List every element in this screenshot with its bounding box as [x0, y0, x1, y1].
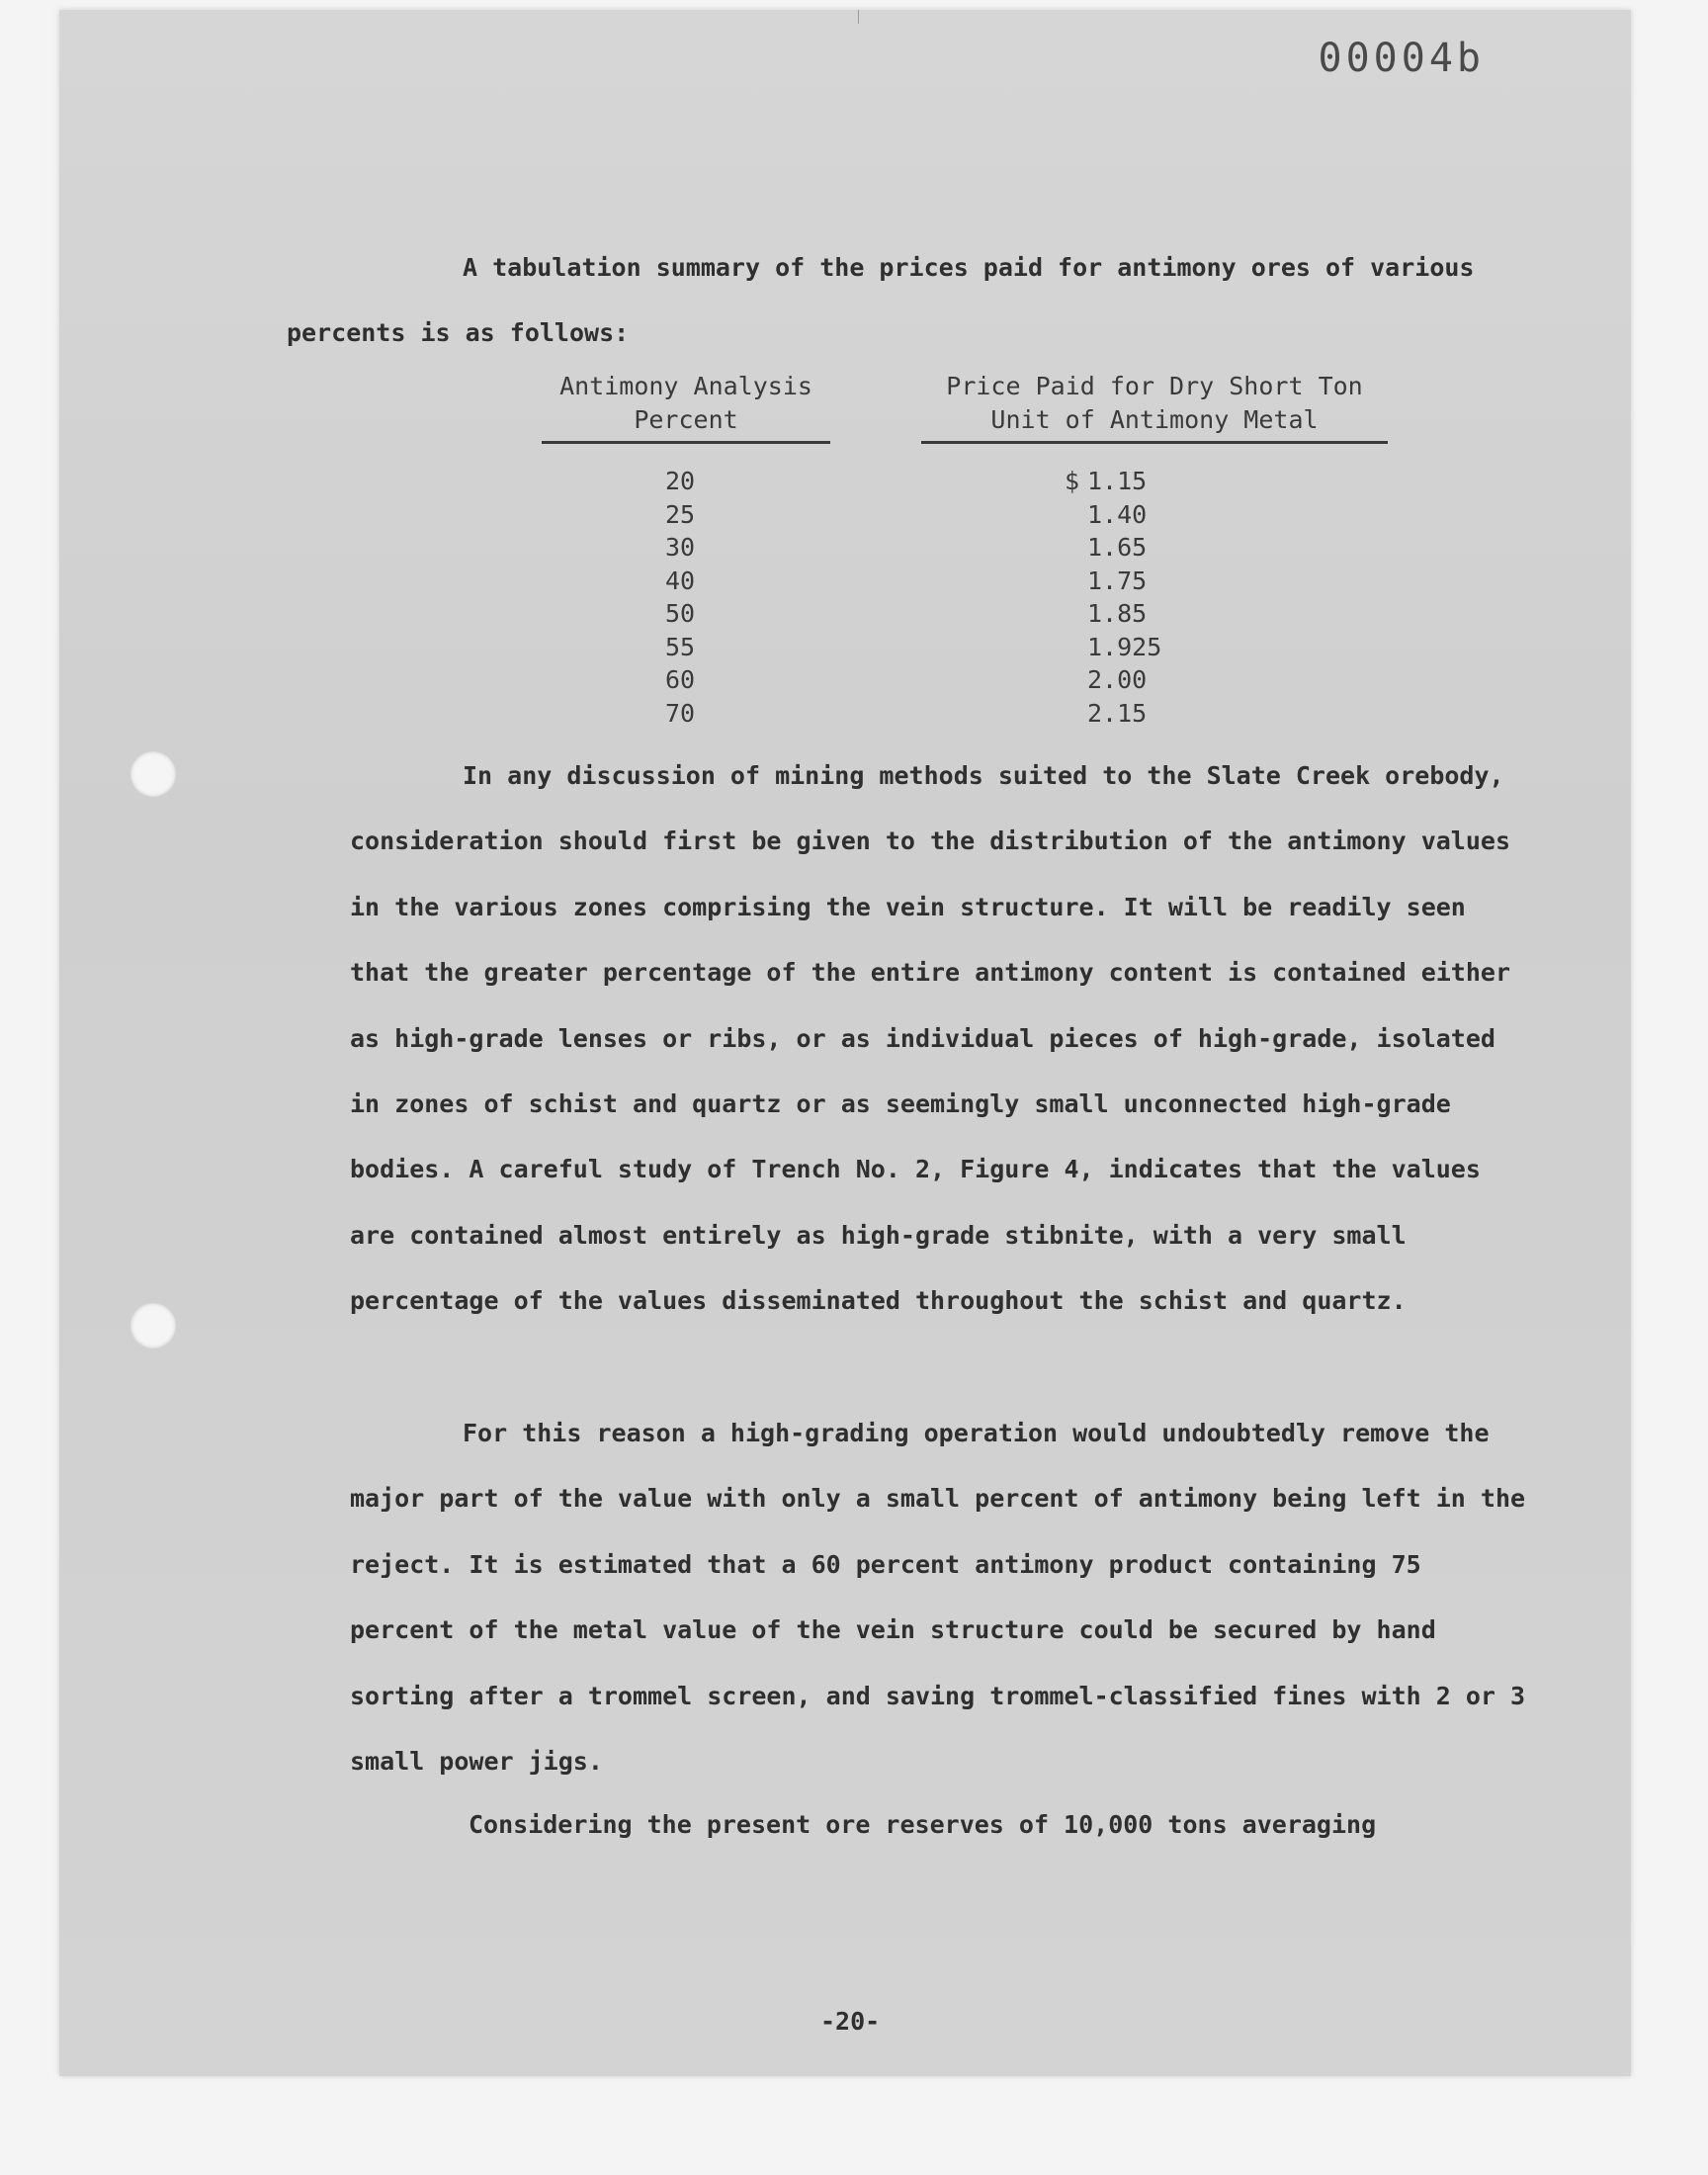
- table-row: [542, 566, 1392, 600]
- page-number: -20-: [820, 2007, 881, 2036]
- price-cell: 1.85: [1087, 599, 1148, 628]
- table-row: [542, 665, 1392, 699]
- document-number: 00004b: [1318, 36, 1485, 81]
- table-row: [542, 699, 1392, 733]
- dollar-sign: $: [1064, 467, 1079, 495]
- percent-cell: 20: [664, 467, 696, 495]
- percent-cell: 30: [664, 533, 696, 562]
- table-row: [542, 633, 1392, 666]
- body-paragraph: For this reason a high-grading operation would undoubtedly remove the major part of the value with only a small percent of antimony being left in the reject. It is estimated that a 60 percent antimony product containing 75 percent of the metal value of the vein structure could be secured by hand sorting after a trommel screen, and saving trommel-classified fines with 2 or 3 small power jigs.: [350, 1419, 1526, 1777]
- column-header-rule: [921, 441, 1388, 444]
- column-header-rule: [542, 441, 830, 444]
- price-cell: 1.925: [1087, 632, 1162, 661]
- percent-cell: 60: [664, 665, 696, 694]
- column-header-percent-line1: Antimony Analysis: [559, 372, 812, 400]
- table-row: [542, 467, 1392, 500]
- column-header-percent: [542, 370, 830, 444]
- column-header-price-line2: Unit of Antimony Metal: [990, 405, 1319, 434]
- binder-hole-lower: [130, 1303, 176, 1348]
- column-header-price: [921, 370, 1388, 444]
- price-table: [542, 467, 1392, 732]
- binder-hole-upper: [130, 751, 176, 797]
- intro-paragraph: A tabulation summary of the prices paid for antimony ores of various percents is as follows:: [287, 253, 1475, 347]
- price-cell: 1.15: [1087, 467, 1148, 495]
- percent-cell: 55: [664, 632, 696, 661]
- price-cell: 2.15: [1087, 698, 1148, 728]
- table-row: [542, 500, 1392, 534]
- table-row: [542, 599, 1392, 633]
- body-paragraph: Considering the present ore reserves of 10,000 tons averaging: [469, 1810, 1377, 1839]
- price-cell: 1.75: [1087, 566, 1148, 595]
- price-cell: 1.40: [1087, 499, 1148, 529]
- column-header-percent-line2: Percent: [634, 405, 738, 434]
- table-row: [542, 533, 1392, 566]
- percent-cell: 70: [664, 698, 696, 728]
- body-paragraph: In any discussion of mining methods suited to the Slate Creek orebody, consideration should first be given to the distribution of the antimony values in the various zones comprising the vein structure. It will be readily seen that the greater percentage of the entire antimony content is contained either as high-grade lenses or ribs, or as individual pieces of high-grade, isolated in zones of schist and quartz or as seemingly small unconnected high-grade bodies. A careful study of Trench No. 2, Figure 4, indicates that the values are contained almost entirely as high-grade stibnite, with a very small percentage of the values disseminated throughout the schist and quartz.: [350, 761, 1510, 1316]
- percent-cell: 50: [664, 599, 696, 628]
- percent-cell: 40: [664, 566, 696, 595]
- price-cell: 2.00: [1087, 665, 1148, 694]
- percent-cell: 25: [664, 499, 696, 529]
- price-cell: 1.65: [1087, 533, 1148, 562]
- scan-edge-line: [858, 10, 859, 24]
- column-header-price-line1: Price Paid for Dry Short Ton: [946, 372, 1363, 400]
